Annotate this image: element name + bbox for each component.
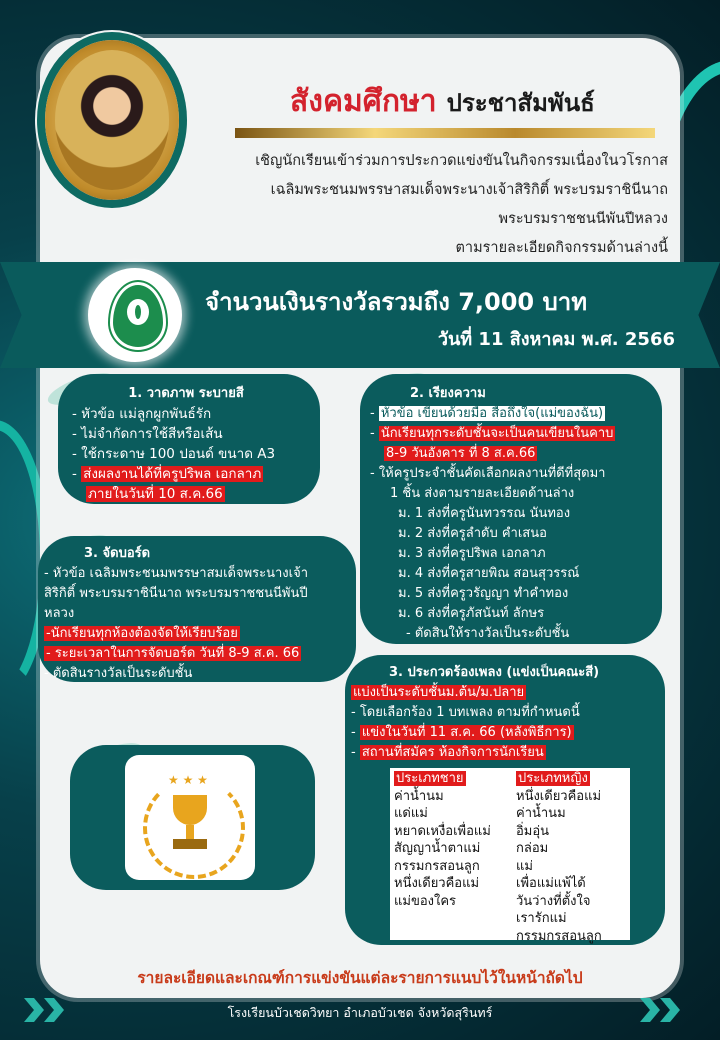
song-title: หยาดเหงื่อเพื่อแม่ [394,823,491,839]
highlight-white: หัวข้อ เขียนด้วยมือ สื่อถึงใจ(แม่ของฉัน) [380,406,604,421]
card-line: 1 ชิ้น ส่งตามรายละเอียดด้านล่าง [390,486,575,501]
intro-line: เฉลิมพระชนมพรรษาสมเด็จพระนางเจ้าสิริกิติ์ พระบรมราชินีนาถ [270,182,668,198]
song-title: สัญญาน้ำตาแม่ [394,841,481,856]
song-title: กล่อม [516,841,549,856]
song-title: ค่าน้ำนม [516,806,566,821]
intro-text [255,147,668,263]
card-singing: 3. ประกวดร้องเพลง (แข่งเป็นคณะสี) แบ่งเป็นระดับชั้นม.ต้น/ม.ปลาย - โดยเลือกร้อง 1 บทเพลง ตามที่กำหนดนี้ - แข่งในวันที่ 11 ส.ค. 66 (หลังพิธีการ) - สถานที่สมัคร ห้องกิจการนักเรียน [345,655,665,945]
highlight: -นักเรียนทุกห้องต้องจัดให้เรียบร้อย [46,626,238,641]
card-heading: 3. ประกวดร้องเพลง (แข่งเป็นคณะสี) [389,665,600,680]
intro-line: เชิญนักเรียนเข้าร่วมการประกวดแข่งขันในกิจกรรมเนื่องในวโรกาส [255,153,668,169]
highlight: 8-9 วันอังคาร ที่ 8 ส.ค.66 [386,446,536,461]
song-title: แด่แม่ [394,806,428,821]
card-line: หลวง [44,606,75,621]
gold-divider [235,128,655,138]
card-board [38,536,356,682]
title-subject: สังคมศึกษา [290,84,437,119]
card-line: - ตัดสินรางวัลเป็นระดับชั้น [44,666,193,681]
page-title [290,78,595,125]
card-line: - หัวข้อ เฉลิมพระชนมพรรษาสมเด็จพระนางเจ้า [44,566,309,581]
trophy-icon: ★ ★ ★ [125,755,255,880]
footer-note: รายละเอียดและเกณฑ์การแข่งขันแต่ละรายการแนบไว้ในหน้าถัดไป [137,969,583,987]
song-title: กรรมกรสอนลูก [516,928,602,944]
highlight: แข่งในวันที่ 11 ส.ค. 66 (หลังพิธีการ) [361,725,572,740]
prize-amount: จำนวนเงินรางวัลรวมถึง 7,000 บาท [205,288,588,316]
card-essay: 2. เรียงความ - หัวข้อ เขียนด้วยมือ สื่อถึงใจ(แม่ของฉัน) - นักเรียนทุกระดับชั้นจะเป็นคนเขียนในคาบ 8-9 วันอังคาร ที่ 8 ส.ค.66 - ให้ครูประจำชั้นคัดเลือกผลงานที่ดีที่สุดมา 1 ชิ้น ส่งตามรายละเอียดด้านล่าง ม. 1 ส่งที่ครูนันทวรรณ นันทอง ม. 2 ส่งที่ครูลำดับ คำเสนอ ม. 3 ส่งที่ครูปริพล เอกลาภ ม. 4 ส่งที่ครูสายพิณ สอนสุวรรณ์ ม. 5 ส่งที่ครูวรัญญา ทำคำทอง ม. 6 ส่งที่ครูภัสนันท์ ลักษร - ตัดสินให้รางวัลเป็นระดับชั้น [360,374,662,644]
event-date: วันที่ 11 สิงหาคม พ.ศ. 2566 [437,329,675,350]
card-line: - ตัดสินให้รางวัลเป็นระดับชั้น [406,626,570,641]
highlight: แบ่งเป็นระดับชั้นม.ต้น/ม.ปลาย [353,685,525,700]
trophy-card [70,745,315,890]
highlight: นักเรียนทุกระดับชั้นจะเป็นคนเขียนในคาบ [380,426,614,441]
highlight: สถานที่สมัคร ห้องกิจการนักเรียน [361,745,544,760]
highlight: ภายในวันที่ 10 ส.ค.66 [88,486,223,502]
card-line: - ไม่จำกัดการใช้สีหรือเส้น [72,426,223,442]
queen-portrait [45,40,179,200]
song-title: หนึ่งเดียวคือแม่ [516,788,602,804]
level-item: ม. 4 ส่งที่ครูสายพิณ สอนสุวรรณ์ [398,566,580,581]
song-category: ประเภทชาย [396,771,464,786]
card-heading: 2. เรียงความ [410,386,486,401]
card-line: สิริกิติ์ พระบรมราชินีนาถ พระบรมราชชนนีพันปี [44,586,308,601]
level-item: ม. 3 ส่งที่ครูปริพล เอกลาภ [398,546,546,561]
song-title: เรารักแม่ [516,911,567,926]
card-drawing: 1. วาดภาพ ระบายสี - หัวข้อ แม่ลูกผูกพันธ์รัก - ไม่จำกัดการใช้สีหรือเส้น - ใช้กระดาษ 100 ปอนด์ ขนาด A3 - ส่งผลงานได้ที่ครูปริพล เอกลาภ ภายในวันที่ 10 ส.ค.66 [58,374,320,504]
song-title: แม่ [516,858,533,874]
song-title: วันว่างที่ตั้งใจ [516,893,591,909]
level-item: ม. 5 ส่งที่ครูวรัญญา ทำคำทอง [398,586,569,601]
intro-line: พระบรมราชชนนีพันปีหลวง [498,211,668,227]
level-item: ม. 2 ส่งที่ครูลำดับ คำเสนอ [398,526,547,541]
card-line: - โดยเลือกร้อง 1 บทเพลง ตามที่กำหนดนี้ [351,705,580,720]
card-line: - ใช้กระดาษ 100 ปอนด์ ขนาด A3 [72,446,276,462]
highlight: - ระยะเวลาในการจัดบอร์ด วันที่ 8-9 ส.ค. 66 [46,646,300,661]
song-title: เพื่อแม่แพ้ได้ [516,876,586,891]
card-line: - ให้ครูประจำชั้นคัดเลือกผลงานที่ดีที่สุดมา [370,466,606,481]
card-line: - หัวข้อ แม่ลูกผูกพันธ์รัก [72,406,212,422]
title-pr: ประชาสัมพันธ์ [446,89,595,117]
song-title: ค่าน้ำนม [394,788,444,804]
song-title: อิ่มอุ่น [516,823,550,839]
song-title: หนึ่งเดียวคือแม่ [394,876,480,891]
level-item: ม. 6 ส่งที่ครูภัสนันท์ ลักษร [398,606,545,621]
song-title: แม่ของใคร [394,893,457,909]
level-item: ม. 1 ส่งที่ครูนันทวรรณ นันทอง [398,506,571,521]
song-title: กรรมกรสอนลูก [394,858,480,874]
intro-line: ตามรายละเอียดกิจกรรมด้านล่างนี้ [455,240,668,256]
school-logo [88,268,182,362]
card-heading: 3. จัดบอร์ด [84,546,151,561]
song-list-female [514,768,630,944]
song-category: ประเภทหญิง [518,771,588,786]
school-name: โรงเรียนบัวเชดวิทยา อำเภอบัวเชด จังหวัดสุรินทร์ [227,1005,493,1020]
song-list-male [390,768,514,940]
card-heading: 1. วาดภาพ ระบายสี [128,386,244,401]
highlight: ส่งผลงานได้ที่ครูปริพล เอกลาภ [83,466,262,482]
